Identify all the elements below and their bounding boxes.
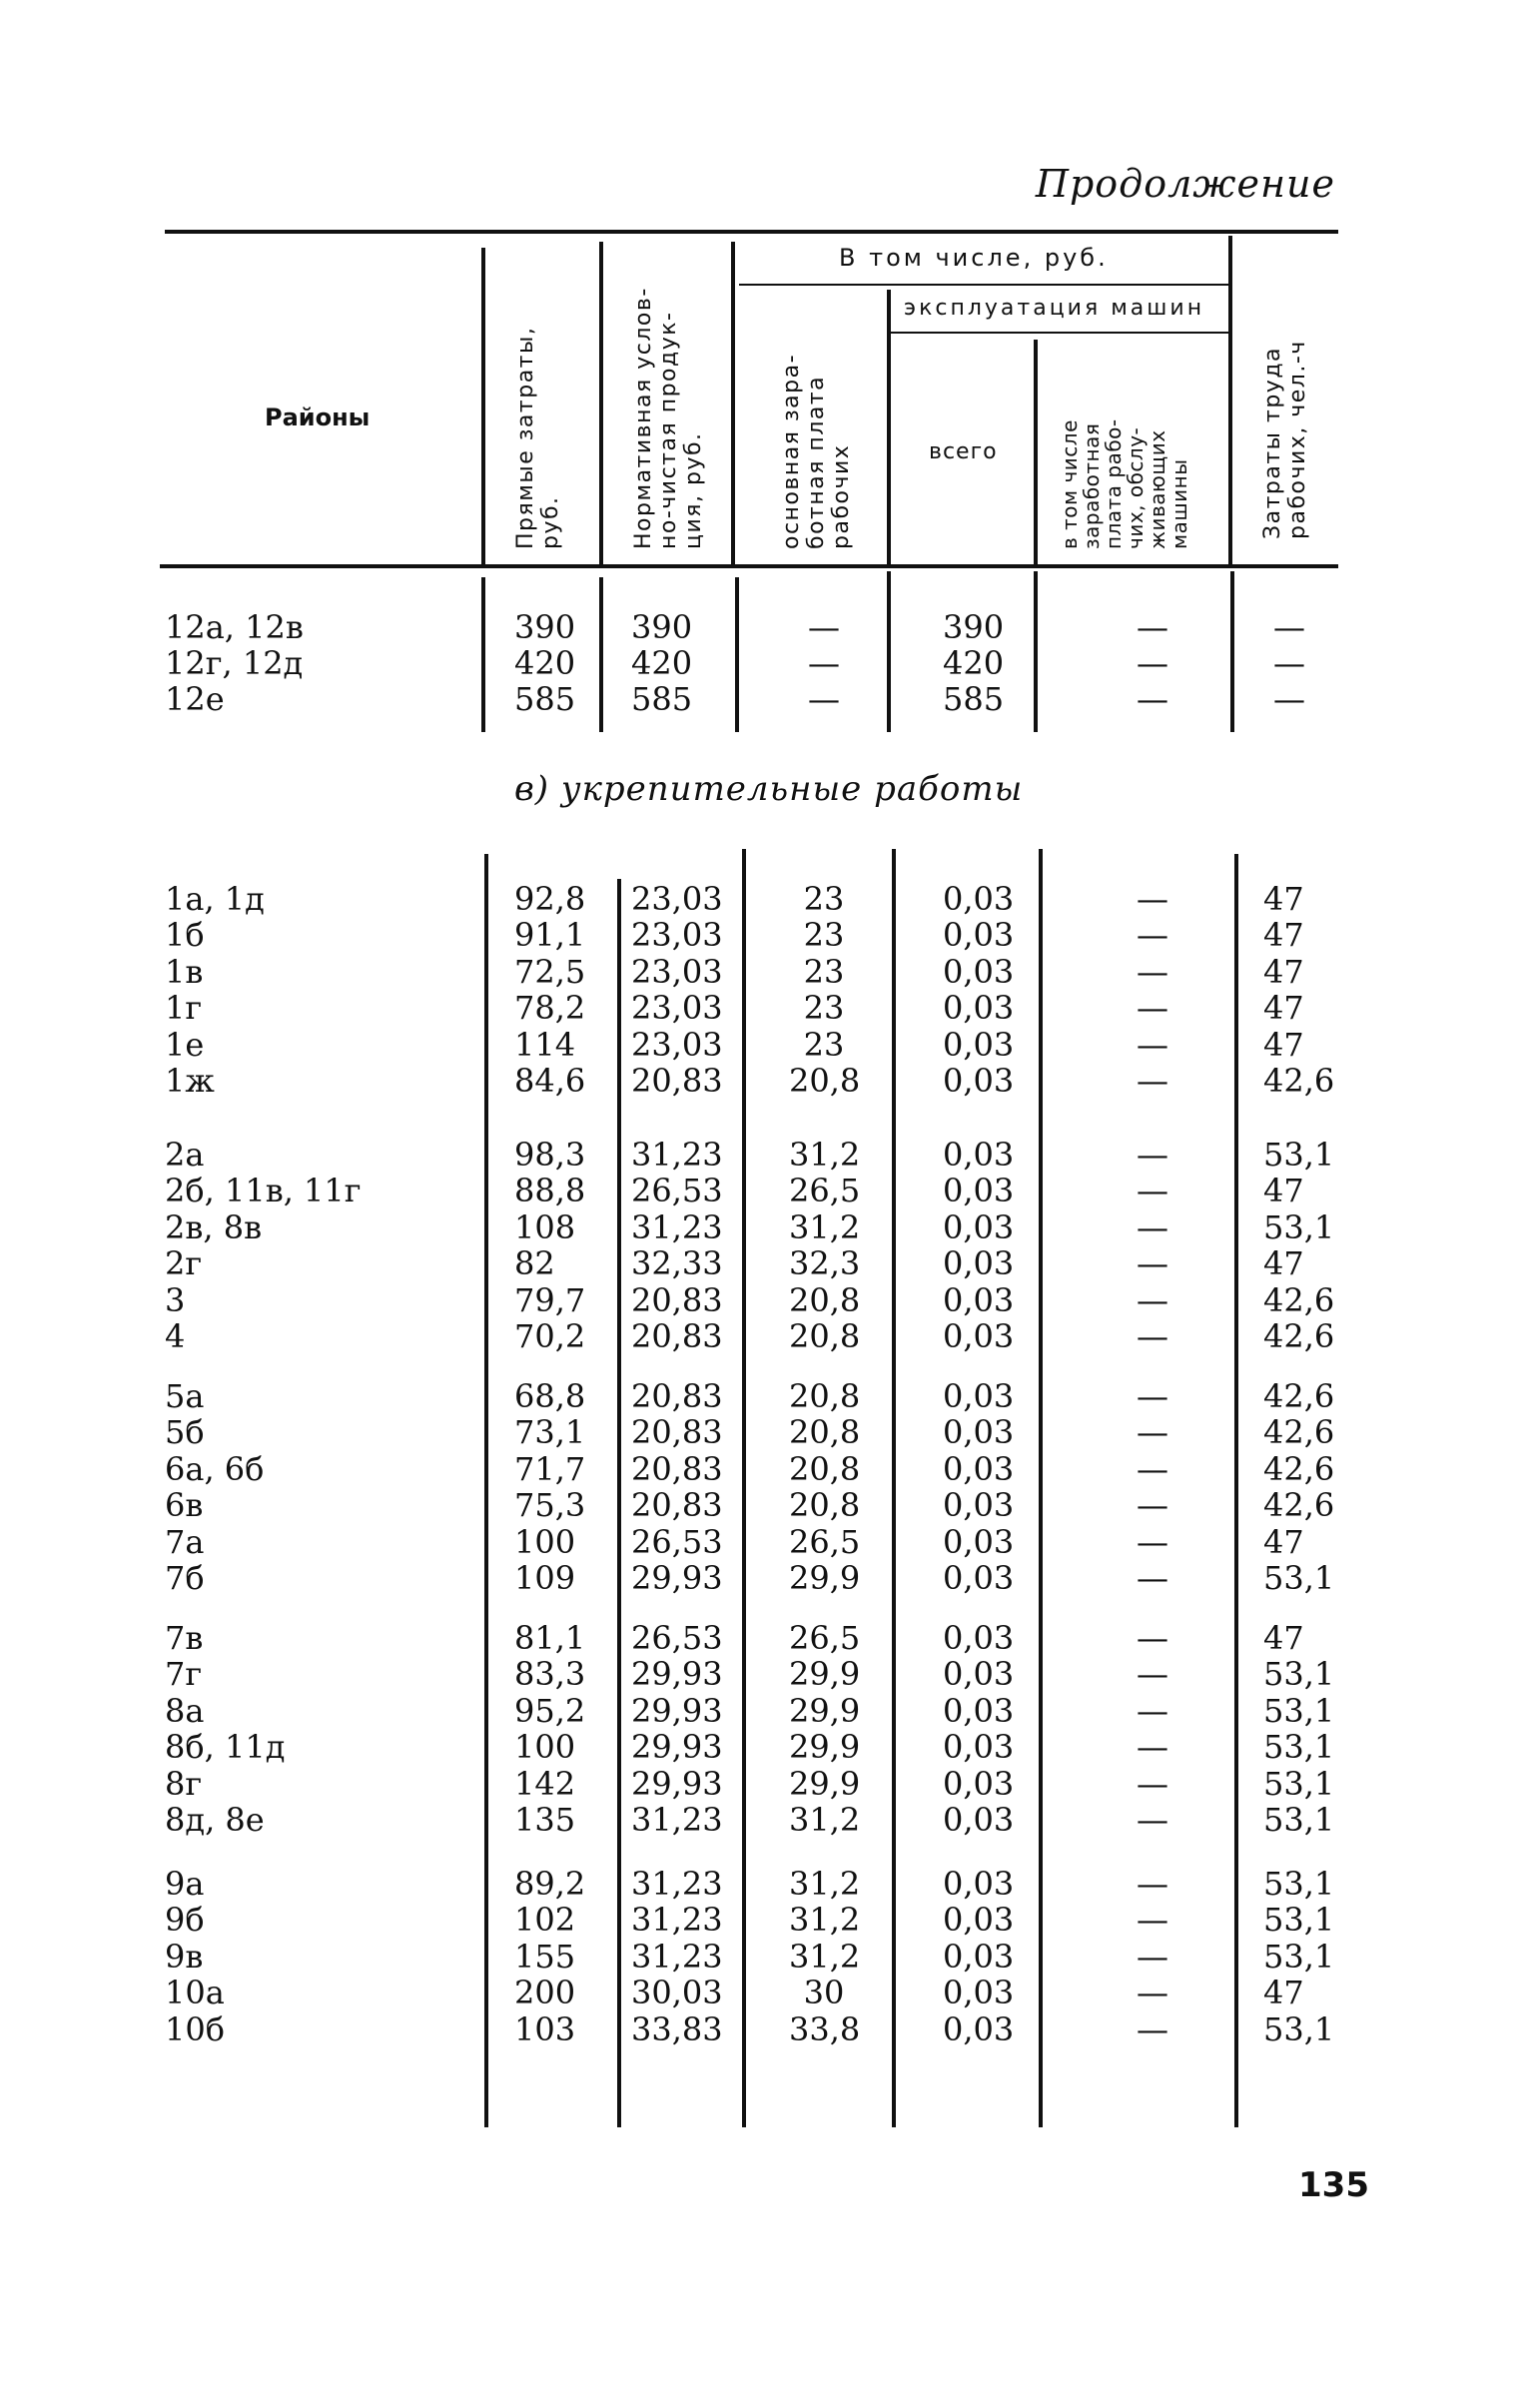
total-cell: 0,03 bbox=[943, 952, 1015, 991]
mach-wage-cell: — bbox=[1137, 2009, 1168, 2048]
wage-cell: 31,2 bbox=[789, 1937, 861, 1976]
labor-cell: 47 bbox=[1263, 952, 1304, 991]
mach-wage-cell: — bbox=[1137, 1449, 1168, 1488]
region-cell: 10а bbox=[165, 1974, 225, 2012]
total-cell: 0,03 bbox=[943, 1655, 1015, 1694]
total-cell: 0,03 bbox=[943, 1317, 1015, 1355]
header-line: но-чистая продук- bbox=[656, 311, 681, 549]
labor-cell: 47 bbox=[1263, 1172, 1304, 1210]
wage-cell: 29,9 bbox=[789, 1559, 861, 1597]
section-title: в) укрепительные работы bbox=[514, 769, 1024, 809]
region-cell: 1б bbox=[165, 916, 205, 955]
total-cell: 0,03 bbox=[943, 1449, 1015, 1488]
total-cell: 0,03 bbox=[943, 1974, 1015, 2012]
direct-cell: 142 bbox=[514, 1764, 576, 1803]
labor-cell: 53,1 bbox=[1263, 1728, 1335, 1767]
header-line: ботная плата bbox=[804, 375, 829, 549]
region-cell: 12е bbox=[165, 680, 225, 718]
wage-cell: 26,5 bbox=[789, 1172, 861, 1210]
total-cell: 0,03 bbox=[943, 1244, 1015, 1283]
wage-cell: 20,8 bbox=[789, 1317, 861, 1355]
total-cell: 0,03 bbox=[943, 1025, 1015, 1064]
continued-label: Продолжение bbox=[1035, 162, 1335, 206]
region-cell: 4 bbox=[165, 1317, 186, 1355]
norm-cell: 23,03 bbox=[631, 1025, 723, 1064]
header-line: Нормативная услов- bbox=[631, 287, 656, 549]
direct-cell: 81,1 bbox=[514, 1619, 586, 1657]
wage-cell: 33,8 bbox=[789, 2009, 861, 2048]
region-cell: 8а bbox=[165, 1691, 205, 1730]
region-cell: 6в bbox=[165, 1486, 204, 1525]
labor-cell: — bbox=[1273, 644, 1305, 682]
region-cell: 12а, 12в bbox=[165, 608, 304, 646]
total-cell: 0,03 bbox=[943, 1865, 1015, 1903]
region-cell: 2в, 8в bbox=[165, 1207, 263, 1246]
header-line: машины bbox=[1167, 458, 1191, 549]
wage-cell: 20,8 bbox=[789, 1413, 861, 1452]
labor-cell: 47 bbox=[1263, 1025, 1304, 1064]
total-cell: 0,03 bbox=[943, 1136, 1015, 1174]
labor-cell: 42,6 bbox=[1263, 1449, 1335, 1488]
region-cell: 10б bbox=[165, 2009, 225, 2048]
wage-cell: 20,8 bbox=[789, 1062, 861, 1100]
region-cell: 8г bbox=[165, 1764, 203, 1803]
region-cell: 9в bbox=[165, 1937, 204, 1976]
header-line: живающих bbox=[1146, 429, 1169, 549]
norm-cell: 26,53 bbox=[631, 1172, 723, 1210]
main-divider bbox=[484, 854, 488, 2127]
top-divider bbox=[735, 577, 739, 732]
wage-cell: 29,9 bbox=[789, 1691, 861, 1730]
labor-cell: 42,6 bbox=[1263, 1486, 1335, 1525]
region-cell: 5б bbox=[165, 1413, 205, 1452]
direct-cell: 585 bbox=[514, 680, 576, 718]
direct-cell: 79,7 bbox=[514, 1280, 586, 1319]
region-cell: 2б, 11в, 11г bbox=[165, 1172, 362, 1210]
top-divider bbox=[599, 577, 603, 732]
mach-wage-cell: — bbox=[1137, 1801, 1168, 1839]
labor-cell: 42,6 bbox=[1263, 1062, 1335, 1100]
mach-wage-cell: — bbox=[1137, 1377, 1168, 1415]
wage-cell: 31,2 bbox=[789, 1207, 861, 1246]
wage-cell: — bbox=[808, 608, 840, 646]
main-divider bbox=[1234, 854, 1238, 2127]
mach-wage-cell: — bbox=[1137, 1901, 1168, 1940]
mach-wage-cell: — bbox=[1137, 1764, 1168, 1803]
labor-cell: 53,1 bbox=[1263, 1901, 1335, 1940]
labor-cell: 47 bbox=[1263, 880, 1304, 918]
direct-cell: 103 bbox=[514, 2009, 576, 2048]
norm-cell: 31,23 bbox=[631, 1937, 723, 1976]
direct-cell: 108 bbox=[514, 1207, 576, 1246]
labor-cell: 53,1 bbox=[1263, 1207, 1335, 1246]
direct-cell: 72,5 bbox=[514, 952, 586, 991]
labor-cell: 42,6 bbox=[1263, 1280, 1335, 1319]
total-cell: 0,03 bbox=[943, 1486, 1015, 1525]
labor-cell: 47 bbox=[1263, 1619, 1304, 1657]
region-cell: 12г, 12д bbox=[165, 644, 304, 682]
top-divider bbox=[1034, 571, 1038, 732]
mach-wage-cell: — bbox=[1137, 1413, 1168, 1452]
top-divider bbox=[1230, 571, 1234, 732]
header-top-rule bbox=[165, 230, 1338, 234]
norm-cell: 20,83 bbox=[631, 1377, 723, 1415]
wage-cell: 23 bbox=[803, 1025, 845, 1064]
norm-cell: 20,83 bbox=[631, 1413, 723, 1452]
labor-cell: — bbox=[1273, 680, 1305, 718]
direct-cell: 70,2 bbox=[514, 1317, 586, 1355]
labor-cell: 47 bbox=[1263, 916, 1304, 955]
norm-cell: 29,93 bbox=[631, 1655, 723, 1694]
region-cell: 1в bbox=[165, 952, 204, 991]
direct-cell: 83,3 bbox=[514, 1655, 586, 1694]
mach-wage-cell: — bbox=[1137, 1522, 1168, 1561]
mach-wage-cell: — bbox=[1137, 1691, 1168, 1730]
total-cell: 585 bbox=[943, 680, 1005, 718]
region-cell: 7а bbox=[165, 1522, 205, 1561]
total-cell: 0,03 bbox=[943, 989, 1015, 1028]
incl-wage-header bbox=[1059, 418, 1190, 549]
machine-operation-header: эксплуатация машин bbox=[904, 296, 1205, 321]
wage-cell: 31,2 bbox=[789, 1801, 861, 1839]
labor-cell: 47 bbox=[1263, 1522, 1304, 1561]
labor-cell: 42,6 bbox=[1263, 1377, 1335, 1415]
header-divider bbox=[1228, 236, 1232, 565]
wage-cell: 23 bbox=[803, 989, 845, 1028]
direct-cell: 100 bbox=[514, 1522, 576, 1561]
region-cell: 9а bbox=[165, 1865, 205, 1903]
direct-cell: 78,2 bbox=[514, 989, 586, 1028]
labor-cell: 53,1 bbox=[1263, 1865, 1335, 1903]
header-line: заработная bbox=[1080, 422, 1104, 549]
total-cell: 0,03 bbox=[943, 1901, 1015, 1940]
direct-cell: 200 bbox=[514, 1974, 576, 2012]
labor-cell: 53,1 bbox=[1263, 1691, 1335, 1730]
norm-cell: 20,83 bbox=[631, 1062, 723, 1100]
region-cell: 8д, 8е bbox=[165, 1801, 265, 1839]
direct-cell: 88,8 bbox=[514, 1172, 586, 1210]
mach-wage-cell: — bbox=[1137, 1865, 1168, 1903]
including-underline bbox=[739, 284, 1228, 286]
direct-cell: 135 bbox=[514, 1801, 576, 1839]
header-line: рабочих bbox=[829, 443, 854, 549]
region-cell: 2а bbox=[165, 1136, 205, 1174]
region-cell: 5а bbox=[165, 1377, 205, 1415]
wage-cell: 26,5 bbox=[789, 1619, 861, 1657]
direct-cell: 95,2 bbox=[514, 1691, 586, 1730]
region-cell: 2г bbox=[165, 1244, 203, 1283]
mach-wage-cell: — bbox=[1137, 1974, 1168, 2012]
header-line: Затраты труда bbox=[1260, 346, 1285, 539]
labor-cell: 47 bbox=[1263, 1974, 1304, 2012]
mach-wage-cell: — bbox=[1137, 1559, 1168, 1597]
region-cell: 7г bbox=[165, 1655, 203, 1694]
total-cell: 0,03 bbox=[943, 1764, 1015, 1803]
labor-cell: 53,1 bbox=[1263, 1655, 1335, 1694]
direct-cell: 68,8 bbox=[514, 1377, 586, 1415]
wage-cell: 31,2 bbox=[789, 1901, 861, 1940]
norm-cell: 31,23 bbox=[631, 1865, 723, 1903]
norm-cell: 31,23 bbox=[631, 1207, 723, 1246]
mach-wage-cell: — bbox=[1137, 952, 1168, 991]
total-cell: 0,03 bbox=[943, 1937, 1015, 1976]
header-line: ция, руб. bbox=[681, 431, 706, 549]
direct-cell: 91,1 bbox=[514, 916, 586, 955]
header-bottom-rule bbox=[160, 564, 1338, 568]
wage-cell: 23 bbox=[803, 952, 845, 991]
wage-cell: 29,9 bbox=[789, 1728, 861, 1767]
mach-wage-cell: — bbox=[1137, 916, 1168, 955]
labor-cell: 53,1 bbox=[1263, 2009, 1335, 2048]
header-divider bbox=[887, 290, 891, 565]
region-cell: 7в bbox=[165, 1619, 204, 1657]
direct-cell: 390 bbox=[514, 608, 576, 646]
norm-cell: 20,83 bbox=[631, 1486, 723, 1525]
total-cell: 0,03 bbox=[943, 880, 1015, 918]
mach-wage-cell: — bbox=[1137, 1244, 1168, 1283]
total-cell: 420 bbox=[943, 644, 1005, 682]
direct-cell: 155 bbox=[514, 1937, 576, 1976]
mach-wage-cell: — bbox=[1137, 1655, 1168, 1694]
region-cell: 9б bbox=[165, 1901, 205, 1940]
direct-cell: 114 bbox=[514, 1025, 576, 1064]
wage-cell: 26,5 bbox=[789, 1522, 861, 1561]
machine-underline bbox=[889, 332, 1228, 334]
norm-cell: 30,03 bbox=[631, 1974, 723, 2012]
labor-cell: 53,1 bbox=[1263, 1136, 1335, 1174]
mach-wage-cell: — bbox=[1137, 1025, 1168, 1064]
header-divider bbox=[599, 242, 603, 565]
region-cell: 6а, 6б bbox=[165, 1449, 265, 1488]
total-cell: 0,03 bbox=[943, 1280, 1015, 1319]
labor-cell: 47 bbox=[1263, 1244, 1304, 1283]
norm-cell: 23,03 bbox=[631, 989, 723, 1028]
labor-cell: — bbox=[1273, 608, 1305, 646]
norm-cell: 23,03 bbox=[631, 916, 723, 955]
header-line: в том числе bbox=[1058, 419, 1082, 549]
norm-cell: 20,83 bbox=[631, 1280, 723, 1319]
total-cell: 0,03 bbox=[943, 1413, 1015, 1452]
regions-header: Районы bbox=[265, 403, 371, 431]
wage-cell: 20,8 bbox=[789, 1486, 861, 1525]
norm-cell: 31,23 bbox=[631, 1801, 723, 1839]
region-cell: 3 bbox=[165, 1280, 186, 1319]
total-cell: 0,03 bbox=[943, 916, 1015, 955]
total-cell: 0,03 bbox=[943, 1728, 1015, 1767]
wage-cell: 30 bbox=[803, 1974, 845, 2012]
labor-cell: 47 bbox=[1263, 989, 1304, 1028]
total-cell: 0,03 bbox=[943, 1172, 1015, 1210]
norm-cell: 23,03 bbox=[631, 880, 723, 918]
region-cell: 1ж bbox=[165, 1062, 215, 1100]
direct-cell: 420 bbox=[514, 644, 576, 682]
total-cell: 0,03 bbox=[943, 1207, 1015, 1246]
header-divider bbox=[731, 242, 735, 565]
mach-wage-cell: — bbox=[1137, 1136, 1168, 1174]
region-cell: 1е bbox=[165, 1025, 205, 1064]
header-divider bbox=[1034, 340, 1038, 565]
total-cell: 0,03 bbox=[943, 1559, 1015, 1597]
direct-cell: 89,2 bbox=[514, 1865, 586, 1903]
direct-cell: 109 bbox=[514, 1559, 576, 1597]
mach-wage-cell: — bbox=[1137, 1280, 1168, 1319]
total-cell: 0,03 bbox=[943, 1377, 1015, 1415]
main-divider bbox=[1039, 849, 1043, 2127]
direct-cell: 102 bbox=[514, 1901, 576, 1940]
direct-cell: 100 bbox=[514, 1728, 576, 1767]
direct-costs-header bbox=[513, 327, 563, 549]
direct-cell: 84,6 bbox=[514, 1062, 586, 1100]
region-cell: 7б bbox=[165, 1559, 205, 1597]
norm-cell: 420 bbox=[631, 644, 693, 682]
region-cell: 1г bbox=[165, 989, 203, 1028]
norm-cell: 31,23 bbox=[631, 1901, 723, 1940]
wage-cell: 31,2 bbox=[789, 1136, 861, 1174]
norm-cell: 390 bbox=[631, 608, 693, 646]
page-number: 135 bbox=[1298, 2165, 1369, 2205]
main-divider bbox=[742, 849, 746, 2127]
direct-cell: 73,1 bbox=[514, 1413, 586, 1452]
top-divider bbox=[887, 571, 891, 732]
total-cell: 0,03 bbox=[943, 1522, 1015, 1561]
labor-cell: 42,6 bbox=[1263, 1413, 1335, 1452]
wage-cell: — bbox=[808, 680, 840, 718]
labor-cell: 53,1 bbox=[1263, 1937, 1335, 1976]
norm-cell: 585 bbox=[631, 680, 693, 718]
mach-wage-cell: — bbox=[1137, 989, 1168, 1028]
header-line: основная зара- bbox=[779, 353, 804, 549]
total-cell: 0,03 bbox=[943, 1619, 1015, 1657]
labor-cell: 53,1 bbox=[1263, 1801, 1335, 1839]
mach-wage-cell: — bbox=[1137, 1619, 1168, 1657]
header-line: руб. bbox=[538, 495, 563, 549]
header-line: Прямые затраты, bbox=[513, 326, 538, 549]
region-cell: 1а, 1д bbox=[165, 880, 265, 918]
norm-cell: 33,83 bbox=[631, 2009, 723, 2048]
wage-cell: 20,8 bbox=[789, 1449, 861, 1488]
labor-cell: 53,1 bbox=[1263, 1559, 1335, 1597]
normative-header bbox=[631, 287, 706, 549]
norm-cell: 29,93 bbox=[631, 1728, 723, 1767]
wage-cell: 29,9 bbox=[789, 1764, 861, 1803]
including-header: В том числе, руб. bbox=[839, 244, 1109, 272]
wage-cell: 31,2 bbox=[789, 1865, 861, 1903]
main-divider bbox=[617, 879, 621, 2127]
mach-wage-cell: — bbox=[1137, 1172, 1168, 1210]
norm-cell: 29,93 bbox=[631, 1764, 723, 1803]
labor-cell: 42,6 bbox=[1263, 1317, 1335, 1355]
wage-cell: 32,3 bbox=[789, 1244, 861, 1283]
header-line: чих, обслу- bbox=[1124, 426, 1148, 549]
header-divider bbox=[481, 248, 485, 565]
norm-cell: 20,83 bbox=[631, 1449, 723, 1488]
mach-wage-cell: — bbox=[1137, 1317, 1168, 1355]
header-line: плата рабо- bbox=[1102, 418, 1126, 549]
norm-cell: 31,23 bbox=[631, 1136, 723, 1174]
direct-cell: 75,3 bbox=[514, 1486, 586, 1525]
wage-cell: 20,8 bbox=[789, 1377, 861, 1415]
direct-cell: 82 bbox=[514, 1244, 555, 1283]
norm-cell: 23,03 bbox=[631, 952, 723, 991]
top-divider bbox=[481, 577, 485, 732]
norm-cell: 32,33 bbox=[631, 1244, 723, 1283]
norm-cell: 29,93 bbox=[631, 1559, 723, 1597]
wage-cell: — bbox=[808, 644, 840, 682]
mach-wage-cell: — bbox=[1137, 608, 1168, 646]
total-cell: 390 bbox=[943, 608, 1005, 646]
norm-cell: 26,53 bbox=[631, 1619, 723, 1657]
wage-cell: 23 bbox=[803, 880, 845, 918]
mach-wage-cell: — bbox=[1137, 1207, 1168, 1246]
mach-wage-cell: — bbox=[1137, 644, 1168, 682]
mach-wage-cell: — bbox=[1137, 1728, 1168, 1767]
mach-wage-cell: — bbox=[1137, 1062, 1168, 1100]
mach-wage-cell: — bbox=[1137, 1486, 1168, 1525]
total-cell: 0,03 bbox=[943, 1691, 1015, 1730]
base-wage-header bbox=[779, 354, 854, 549]
total-cell: 0,03 bbox=[943, 1801, 1015, 1839]
header-line: рабочих, чел.-ч bbox=[1285, 340, 1310, 539]
norm-cell: 26,53 bbox=[631, 1522, 723, 1561]
mach-wage-cell: — bbox=[1137, 680, 1168, 718]
total-header: всего bbox=[929, 439, 998, 464]
direct-cell: 98,3 bbox=[514, 1136, 586, 1174]
total-cell: 0,03 bbox=[943, 2009, 1015, 2048]
direct-cell: 92,8 bbox=[514, 880, 586, 918]
mach-wage-cell: — bbox=[1137, 1937, 1168, 1976]
main-divider bbox=[892, 849, 896, 2127]
mach-wage-cell: — bbox=[1137, 880, 1168, 918]
labor-header bbox=[1260, 340, 1310, 539]
region-cell: 8б, 11д bbox=[165, 1728, 286, 1767]
norm-cell: 20,83 bbox=[631, 1317, 723, 1355]
wage-cell: 20,8 bbox=[789, 1280, 861, 1319]
norm-cell: 29,93 bbox=[631, 1691, 723, 1730]
total-cell: 0,03 bbox=[943, 1062, 1015, 1100]
direct-cell: 71,7 bbox=[514, 1449, 586, 1488]
wage-cell: 29,9 bbox=[789, 1655, 861, 1694]
wage-cell: 23 bbox=[803, 916, 845, 955]
labor-cell: 53,1 bbox=[1263, 1764, 1335, 1803]
